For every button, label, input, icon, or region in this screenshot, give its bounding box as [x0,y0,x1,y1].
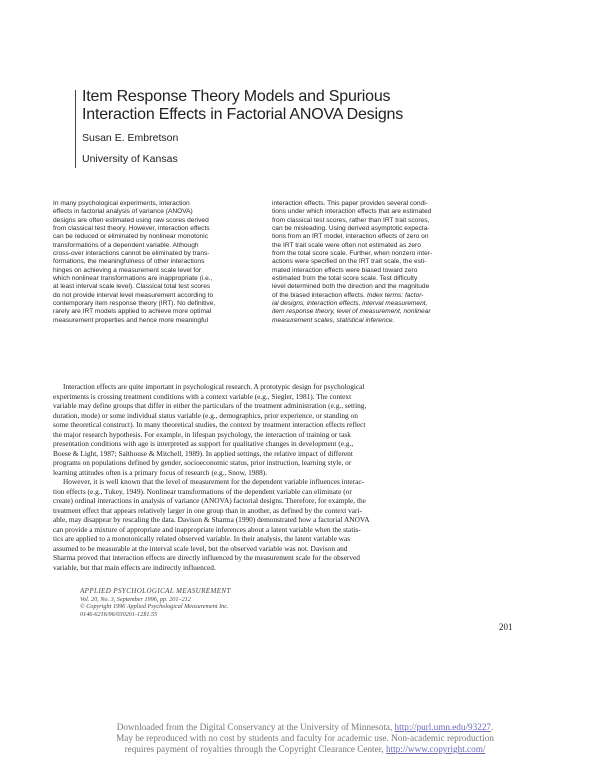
body-line: some theoretical construct). In many theoretical studies, the context by treatment interaction effects reflect [53,420,366,429]
author-name: Susan E. Embretson [82,132,179,144]
journal-copyright: © Copyright 1996 Applied Psychological Measurement Inc. [80,603,229,611]
journal-info [80,588,440,618]
title-line-2: Interaction Effects in Factorial ANOVA Designs [82,106,404,123]
abstract-line: hinges on achieving a measurement scale level for [53,266,202,274]
abstract-line: transformations of a dependent variable. Although [53,241,199,249]
body-line: the major research hypothesis. For example, in lifespan psychology, the interaction of training or task [53,429,351,439]
keyword-line: item response theory, level of measurement, nonlinear [272,308,431,316]
body-line: tion effects (e.g., Tukey, 1949). Nonlinear transformations of the dependent variable can eliminate (or [53,486,352,496]
keyword-line: measurement scales, statistical inference. [272,316,395,324]
abstract-line: which nonlinear transformations are inappropriate (i.e., [53,275,213,283]
body-line: create) ordinal interactions in analysis of variance (ANOVA) factorial designs. Therefore, for example, the [53,496,366,505]
footer-line-3 [65,744,545,755]
body-line: presentation conditions with age is interpreted as support for qualitative changes in development (e.g., [53,439,354,448]
abstract-line: the IRT trait scale were often not estimated as zero [272,241,421,249]
body-line: able, may disappear by rescaling the data. Davison & Sharma (1990) demonstrated how a factorial ANOVA [53,515,370,524]
abstract-line: tions from an IRT model, interaction effects of zero on [272,233,429,241]
abstract-right-column [272,200,500,325]
abstract-line: estimated from the total score scale. Test difficulty [272,275,418,283]
body-line: assumed to be measurable at the interval scale level, but the observed variable was not. Davison and [53,543,348,553]
abstract-left-column [53,200,273,325]
abstract-line: designs are often estimated using raw scores derived [53,216,209,224]
page-number: 201 [499,622,513,632]
title-line-1: Item Response Theory Models and Spurious [82,88,391,105]
abstract-line: can be reduced or eliminated by nonlinear monotonic [53,233,209,241]
journal-name: APPLIED PSYCHOLOGICAL MEASUREMENT [80,587,231,595]
body-line: variable, but that main effects are indirectly influenced. [53,562,216,572]
abstract-line: interaction effects. This paper provides several condi- [272,200,428,207]
journal-volume: Vol. 20, No. 3, September 1996, pp. 201–212 [80,595,191,603]
index-terms-label: Index terms: factor- [366,291,424,299]
abstract-line: do not provide interval level measurement according to [53,291,214,299]
abstract-line: actions were specified on the IRT trait scale, the esti- [272,258,427,266]
body-line: experiments is crossing treatment conditions with a context variable (e.g., Siegler, 1981). The context [53,391,352,401]
body-line: duration, mode) or some individual status variable (e.g., demographics, prior experience, or standing on [53,410,358,420]
abstract-line: formations, the meaningfulness of other interactions [53,258,205,266]
copyright-link[interactable]: http://www.copyright.com/ [385,744,486,754]
abstract-line: cross-over interactions cannot be eliminated by trans- [53,250,210,258]
body-line: Interaction effects are quite important in psychological research. A prototypic design for psychological [63,382,365,391]
abstract-line: rarely are IRT models applied to achieve more optimal [53,308,212,316]
footer-line-1 [65,722,545,733]
abstract-line: can be misleading. Using derived asymptotic expecta- [272,225,430,233]
body-line: tics are applied to a monotonically related observed variable. In their analysis, the latent variable was [53,534,351,543]
body-line: Sharma proved that interaction effects are directly influenced by the measurement scale for the observed [53,553,360,562]
body-text [53,382,518,572]
journal-issn: 0146-6216/96/030201-12$1.55 [80,610,158,618]
footer-line-2: May be reproduced with no cost by students and faculty for academic use. Non-academic reproduction [116,733,494,743]
abstract-line: from the total score scale. Further, when nonzero inter- [272,250,433,258]
abstract-line: tions under which interaction effects that are estimated [272,208,432,216]
body-line: learning attitudes often is a primary focus of research (e.g., Snow, 1988). [53,467,268,477]
author-affiliation: University of Kansas [82,153,178,165]
abstract-line: level determined both the direction and the magnitude [272,283,430,291]
abstract-line: from classical test theory. However, interaction effects [53,225,210,233]
download-footer [65,722,545,755]
abstract-line: at least interval scale level). Classical total test scores [53,283,211,291]
abstract-line: measurement properties and hence more meaningful [53,316,209,324]
abstract-line-text: of the biased interaction effects. [272,291,367,299]
abstract-line: mated interaction effects were biased toward zero [272,266,418,274]
abstract-line: In many psychological experiments, interaction [53,200,190,207]
body-line: variable may define groups that differ in either the particulars of the treatment administration (e.g., setting, [53,401,367,410]
body-line: treatment effect that appears relatively larger in one group than in another, as defined by the context vari- [53,505,362,515]
paper-title [82,88,482,124]
keyword-line: ial designs, interaction effects, interval measurement, [272,300,428,308]
body-line: However, it is well known that the level of measurement for the dependent variable influences interac- [63,477,365,486]
abstract-line [272,292,500,300]
body-line: programs on populations defined by gender, socioeconomic status, prior instruction, learning style, or [53,458,352,467]
title-rule [75,90,76,168]
abstract-line: from classical test scores, rather than IRT trait scores, [272,216,430,224]
purl-link[interactable]: http://purl.umn.edu/93227 [394,722,492,732]
footer-text-1: Downloaded from the Digital Conservancy at the University of Minnesota, [116,722,395,732]
footer-end-1: . [491,722,494,732]
abstract-line: contemporary item response theory (IRT). No definitive, [53,300,216,308]
body-line: can provide a mixture of appropriate and inappropriate inferences about a latent variable when the statis- [53,524,361,534]
abstract-line: effects in factorial analysis of variance (ANOVA) [53,208,193,216]
footer-text-3: requires payment of royalties through the Copyright Clearance Center, [124,744,386,754]
body-line: Boese & Light, 1987; Salthouse & Mitchell, 1989). In applied settings, the relative impact of different [53,448,353,458]
